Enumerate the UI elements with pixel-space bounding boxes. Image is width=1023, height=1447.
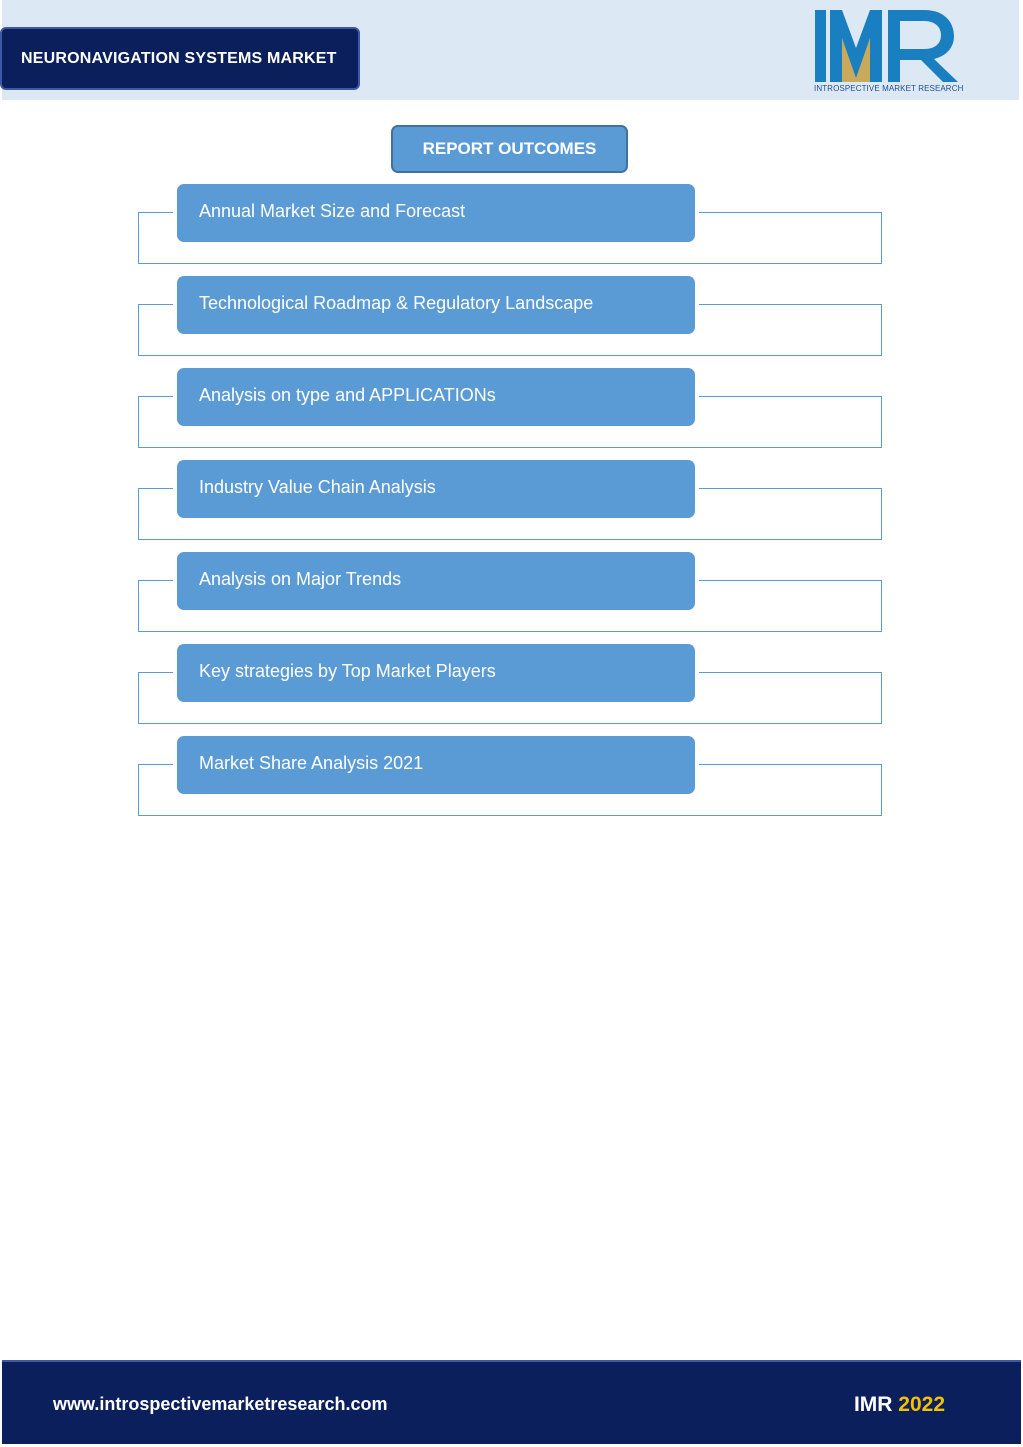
footer-website-link[interactable]: www.introspectivemarketresearch.com	[53, 1394, 388, 1414]
footer-band	[2, 1360, 1021, 1444]
outcome-item: Industry Value Chain Analysis	[177, 460, 695, 518]
footer-brand	[854, 1393, 945, 1417]
outcome-item: Analysis on type and APPLICATIONs	[177, 368, 695, 426]
footer-year: 2022	[898, 1393, 945, 1416]
outcome-item: Key strategies by Top Market Players	[177, 644, 695, 702]
logo-caption: INTROSPECTIVE MARKET RESEARCH	[814, 84, 964, 93]
report-outcomes-heading: REPORT OUTCOMES	[391, 125, 628, 173]
outcome-item: Market Share Analysis 2021	[177, 736, 695, 794]
outcome-item: Analysis on Major Trends	[177, 552, 695, 610]
page-title: NEURONAVIGATION SYSTEMS MARKET	[0, 27, 360, 90]
outcome-item: Annual Market Size and Forecast	[177, 184, 695, 242]
outcome-item: Technological Roadmap & Regulatory Landscape	[177, 276, 695, 334]
footer-brand-name: IMR	[853, 1393, 893, 1416]
